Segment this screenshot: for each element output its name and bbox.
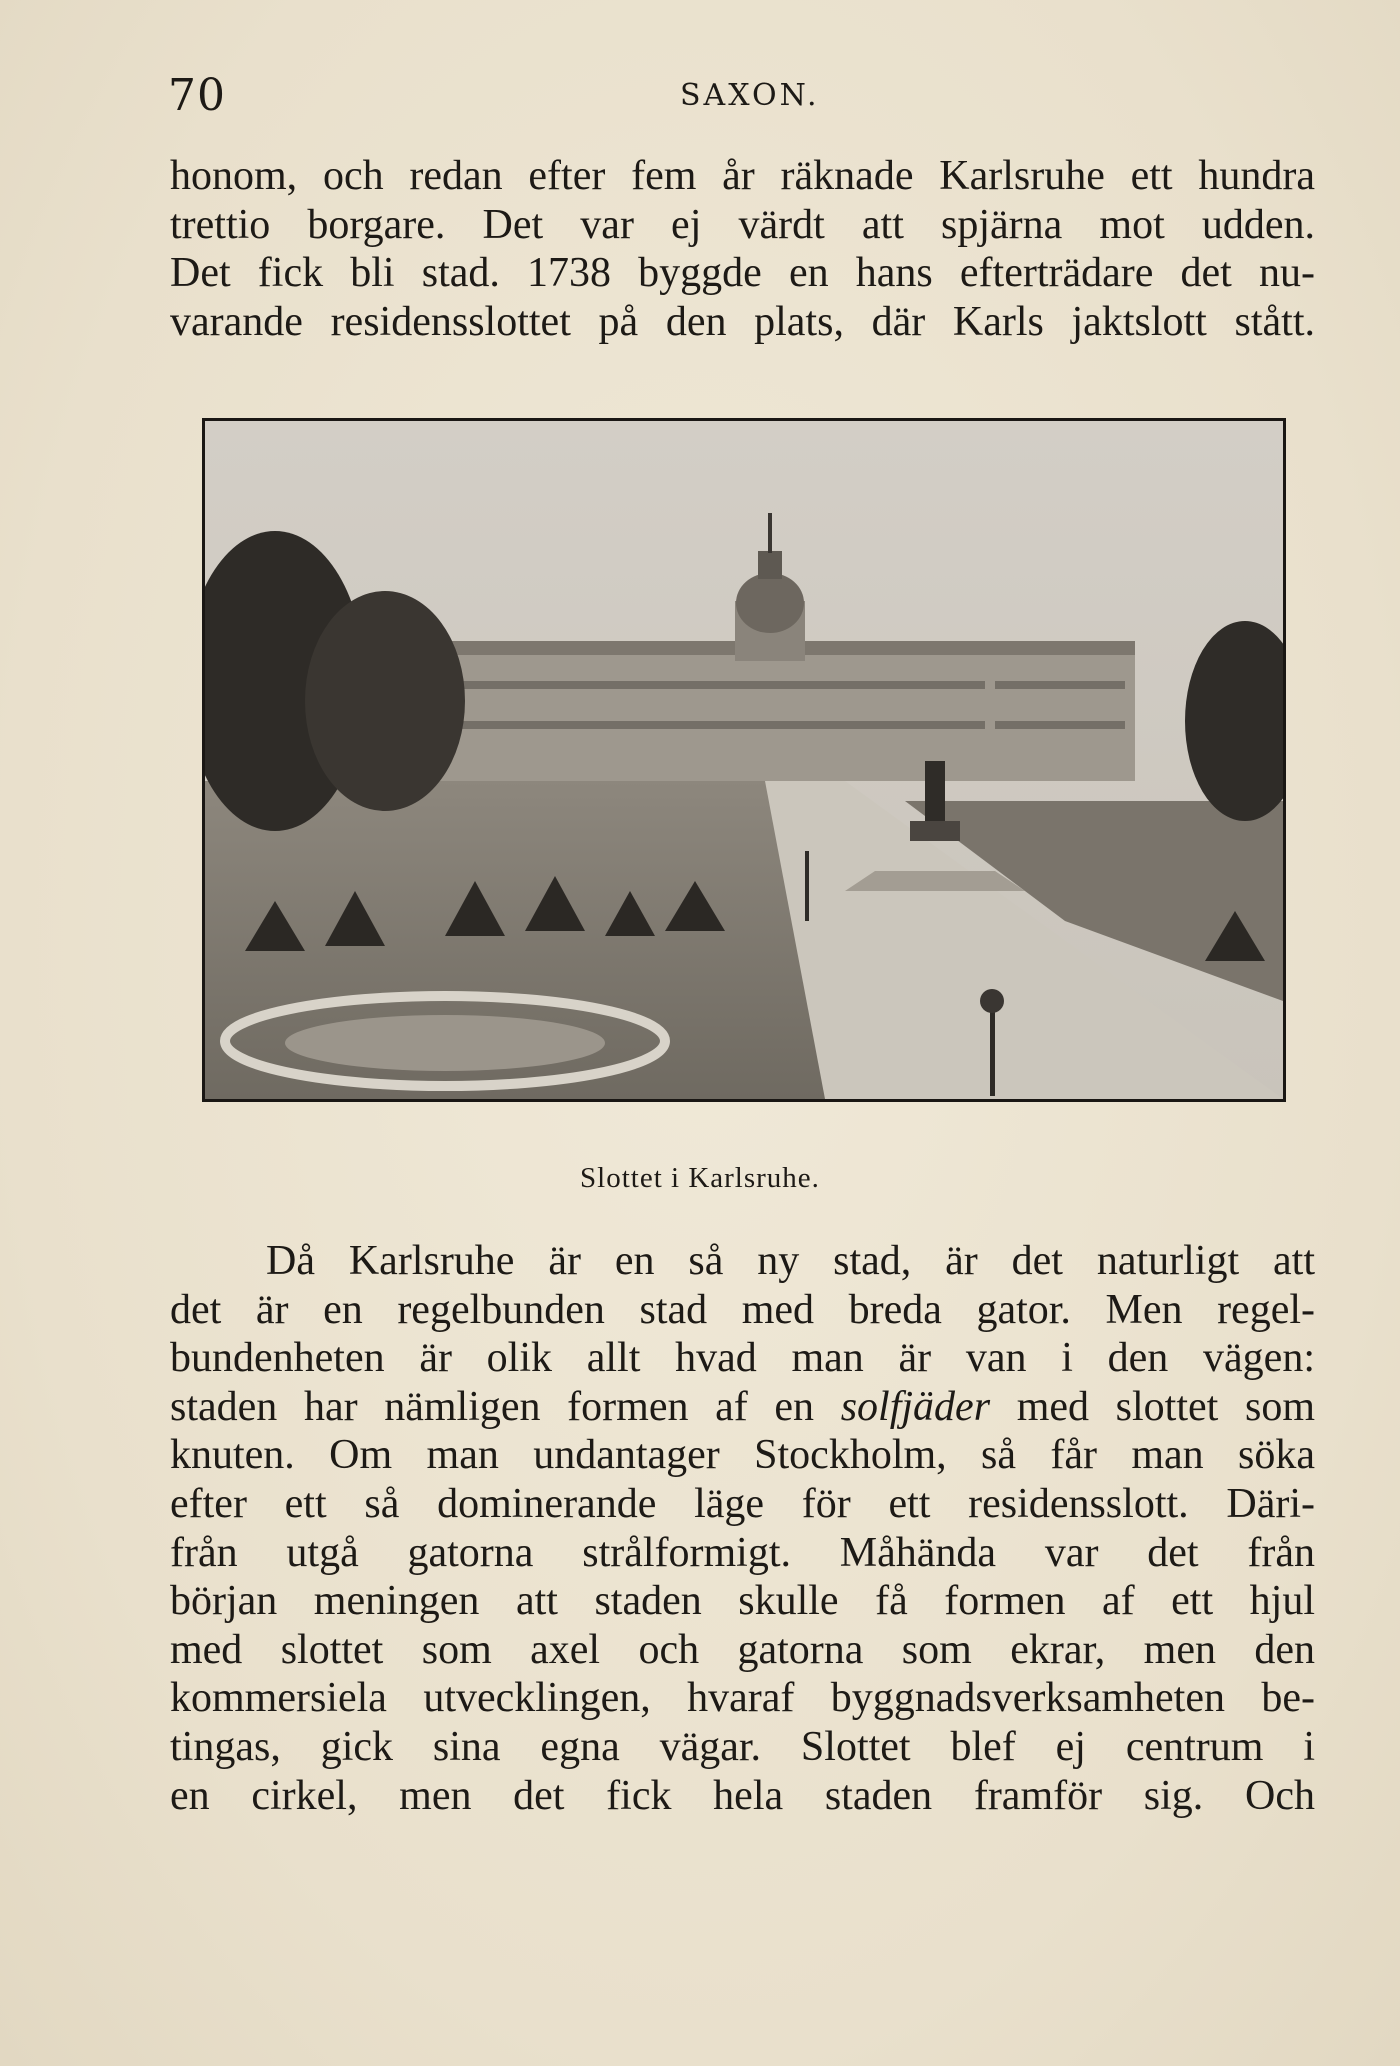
text-line: kommersiela utvecklingen, hvaraf byggnadsverksamheten be- xyxy=(170,1675,1315,1722)
text-line: bundenheten är olik allt hvad man är van i den vägen: xyxy=(170,1335,1315,1382)
text-line: knuten. Om man undantager Stockholm, så får man söka xyxy=(170,1432,1315,1479)
text-fragment: staden har nämligen formen af en xyxy=(170,1383,815,1430)
text-line: Det fick bli stad. 1738 byggde en hans efterträdare det nu- xyxy=(170,250,1315,297)
figure-caption: Slottet i Karlsruhe. xyxy=(580,1162,820,1194)
text-line: en cirkel, men det fick hela staden framför sig. Och xyxy=(170,1772,1315,1819)
paragraph-1 xyxy=(170,152,1315,346)
text-line: efter ett så dominerande läge för ett residensslott. Däri- xyxy=(170,1480,1315,1527)
text-line: tingas, gick sina egna vägar. Slottet blef ej centrum i xyxy=(170,1723,1315,1770)
text-line-with-emphasis xyxy=(170,1383,1315,1432)
text-line: Då Karlsruhe är en så ny stad, är det naturligt att xyxy=(266,1238,1315,1284)
text-line: det är en regelbunden stad med breda gator. Men regel- xyxy=(170,1286,1315,1333)
text-line: från utgå gatorna strålformigt. Måhända var det från xyxy=(170,1529,1315,1576)
emphasized-word: solfjäder xyxy=(840,1383,991,1430)
page-header xyxy=(168,70,1318,130)
text-line: honom, och redan efter fem år räknade Karlsruhe ett hundra xyxy=(170,153,1315,199)
text-line: trettio borgare. Det var ej värdt att spjärna mot udden. xyxy=(170,201,1315,248)
palace-photo-illustration xyxy=(205,421,1283,1099)
text-fragment: med slottet som xyxy=(1016,1383,1315,1430)
text-line: början meningen att staden skulle få formen af ett hjul xyxy=(170,1578,1315,1625)
text-line: med slottet som axel och gatorna som ekrar, men den xyxy=(170,1626,1315,1673)
page-number: 70 xyxy=(168,70,226,121)
photo-karlsruhe-palace xyxy=(202,418,1286,1102)
text-line: varande residensslottet på den plats, där Karls jaktslott stått. xyxy=(170,298,1315,345)
paragraph-2 xyxy=(170,1237,1315,1820)
running-head: SAXON. xyxy=(680,78,820,113)
